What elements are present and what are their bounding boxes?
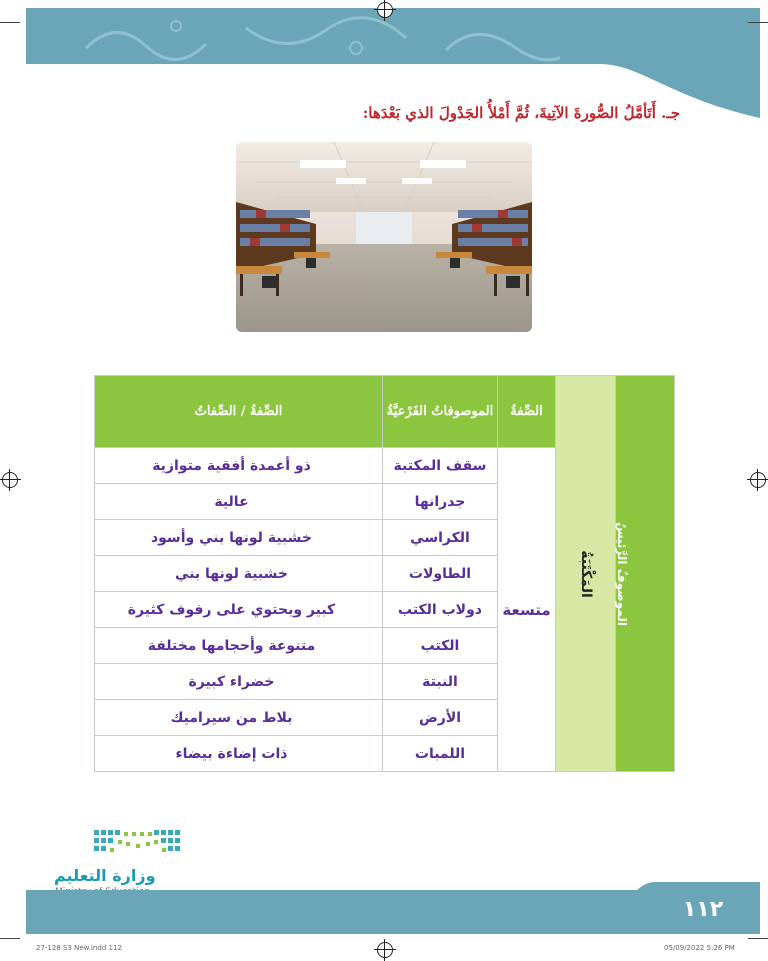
description-cell: عالية — [95, 484, 383, 520]
sub-noun-cell: جدرانها — [383, 484, 498, 520]
sub-noun-cell: سقف المكتبة — [383, 448, 498, 484]
descriptions-table — [94, 375, 675, 772]
main-noun-cell: المَكْتَبَةُ — [556, 376, 616, 772]
registration-mark-top — [377, 2, 393, 18]
description-cell: متنوعة وأحجامها مختلفة — [95, 628, 383, 664]
print-slug-file: 27-128 S3 New.indd 112 — [36, 944, 122, 952]
description-cell: خشبية لونها بني — [95, 556, 383, 592]
crop-mark — [748, 22, 768, 23]
description-cell: ذات إضاءة بيضاء — [95, 736, 383, 772]
sub-noun-cell: الطاولات — [383, 556, 498, 592]
crop-mark — [748, 938, 768, 939]
sub-noun-cell: النبتة — [383, 664, 498, 700]
description-cell: كبير ويحتوي على رفوف كثيرة — [95, 592, 383, 628]
main-adjective-cell: متسعة — [498, 448, 556, 772]
description-cell: خضراء كبيرة — [95, 664, 383, 700]
library-photo — [236, 142, 532, 332]
banner-wave — [560, 8, 760, 118]
print-slug-date: 05/09/2022 5:26 PM — [664, 944, 735, 952]
registration-mark-left — [2, 472, 18, 488]
ministry-name-arabic: وزارة التعليم — [54, 866, 156, 885]
description-cell: بلاط من سيراميك — [95, 700, 383, 736]
page-number: ١١٢ — [682, 897, 724, 922]
adjective-header: الصِّفةُ — [498, 376, 556, 448]
registration-mark-right — [750, 472, 766, 488]
sub-described-header: الموصوفاتُ الفَرْعيَّةُ — [383, 376, 498, 448]
description-header: الصِّفةُ / الصِّفاتُ — [95, 376, 383, 448]
crop-mark — [0, 22, 20, 23]
instruction-text: جـ. أَتَأمَّلُ الصُّورةَ الآتِيةَ، ثُمَّ أَمْلأُ الجَدْولَ الذي بَعْدَها: — [362, 104, 680, 122]
description-cell: ذو أعمدة أفقية متوازية — [95, 448, 383, 484]
registration-mark-bottom — [377, 942, 393, 958]
main-described-header: الموصوفُ الرَّئيسُ — [616, 376, 675, 772]
table-header-row — [95, 376, 675, 448]
sub-noun-cell: دولاب الكتب — [383, 592, 498, 628]
sub-noun-cell: الأرض — [383, 700, 498, 736]
ministry-logo-dots-icon — [94, 826, 184, 862]
description-cell: خشبية لونها بني وأسود — [95, 520, 383, 556]
crop-mark — [0, 938, 20, 939]
sub-noun-cell: الكتب — [383, 628, 498, 664]
sub-noun-cell: الكراسي — [383, 520, 498, 556]
sub-noun-cell: اللمبات — [383, 736, 498, 772]
